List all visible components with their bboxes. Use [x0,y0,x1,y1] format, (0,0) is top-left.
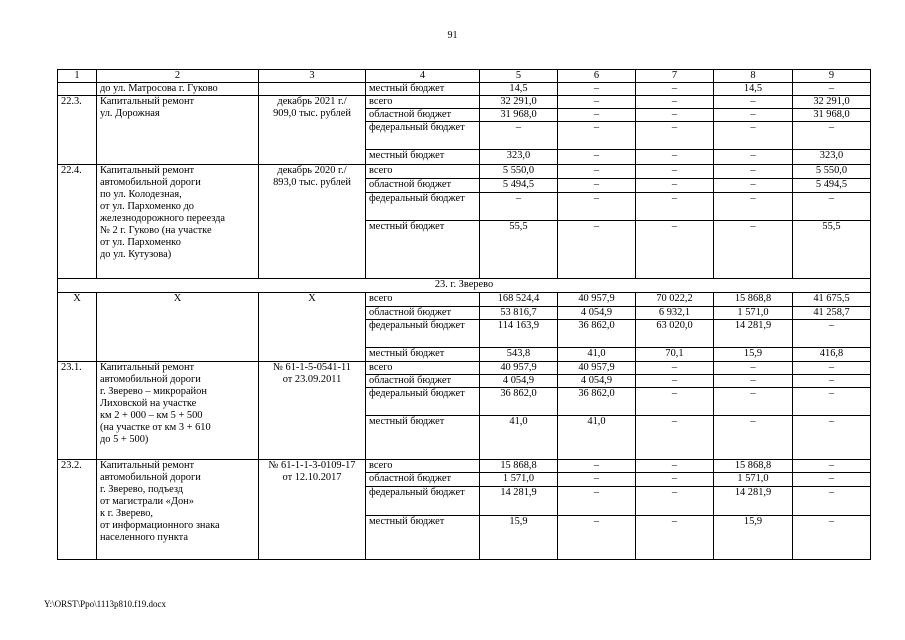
source-label: всего [366,293,480,307]
cell-line: от 23.09.2011 [282,374,342,385]
value-cell: – [636,516,714,560]
cell-line: 909,0 тыс. рублей [273,108,351,119]
value-cell: – [636,487,714,516]
value-cell: – [636,416,714,460]
cell-line: до 5 + 500) [100,434,149,445]
value-cell: 5 550,0 [480,165,558,179]
cell-line: Капитальный ремонт [100,460,195,471]
table-cell [259,83,366,96]
source-label: местный бюджет [366,516,480,560]
value-cell: 70 022,2 [636,293,714,307]
cell-line: от ул. Пархоменко до [100,201,194,212]
value-cell: – [793,516,871,560]
value-cell: 4 054,9 [480,375,558,388]
cell-line: № 61-1-5-0541-11 [273,362,351,373]
value-cell: – [558,96,636,109]
value-cell: – [636,165,714,179]
object-name [97,460,259,560]
value-cell: – [714,221,793,279]
cell-line: км 2 + 000 – км 5 + 500 [100,410,203,421]
cell-line: № 61-1-1-3-0109-17 [268,460,356,471]
value-cell: 4 054,9 [558,375,636,388]
value-cell: – [793,362,871,375]
value-cell: 15,9 [480,516,558,560]
header-row [58,70,871,83]
value-cell: 36 862,0 [558,320,636,348]
section-title: 23. г. Зверево [58,279,871,293]
cell-line: по ул. Колодезная, [100,189,182,200]
value-cell: 40 957,9 [480,362,558,375]
value-cell: 543,8 [480,348,558,362]
item-number: 22.4. [58,165,97,279]
cell-line: декабрь 2020 г./ [277,165,347,176]
cell-line: автомобильной дороги [100,374,201,385]
column-number: 3 [259,70,366,83]
source-label: федеральный бюджет [366,193,480,221]
value-cell: 4 054,9 [558,307,636,320]
value-cell: – [558,122,636,150]
value-cell: – [558,165,636,179]
value-cell: 168 524,4 [480,293,558,307]
value-cell: 14 281,9 [714,320,793,348]
value-cell: 41,0 [480,416,558,460]
value-cell: 32 291,0 [480,96,558,109]
budget-table [57,69,871,560]
value-cell: – [558,473,636,487]
cell-line: от 12.10.2017 [282,472,342,483]
cell-line: ул. Дорожная [100,108,160,119]
value-cell: 63 020,0 [636,320,714,348]
table-cell [58,83,97,96]
value-cell: – [793,460,871,473]
table-row [58,460,871,473]
value-cell: – [558,109,636,122]
value-cell: 41 675,5 [793,293,871,307]
value-cell: – [636,388,714,416]
cell-line: Лиховской на участке [100,398,197,409]
value-cell: – [558,221,636,279]
object-name [97,83,259,96]
value-cell: – [714,416,793,460]
value-cell: – [793,473,871,487]
value-cell: 14 281,9 [714,487,793,516]
value-cell: – [714,362,793,375]
value-cell: 40 957,9 [558,293,636,307]
value-cell: – [636,221,714,279]
column-number: 9 [793,70,871,83]
source-label: областной бюджет [366,473,480,487]
source-label: местный бюджет [366,221,480,279]
value-cell: 6 932,1 [636,307,714,320]
column-number: 8 [714,70,793,83]
item-number: 22.3. [58,96,97,165]
source-label: областной бюджет [366,307,480,320]
source-label: федеральный бюджет [366,122,480,150]
source-label: всего [366,96,480,109]
cell-line: железнодорожного переезда [100,213,226,224]
cell-line: до ул. Кутузова) [100,249,172,260]
document-info [259,96,366,165]
value-cell: – [714,388,793,416]
value-cell: – [793,320,871,348]
source-label: областной бюджет [366,179,480,193]
value-cell: – [714,375,793,388]
column-number: 7 [636,70,714,83]
value-cell: – [636,150,714,165]
item-number: Х [58,293,97,362]
value-cell: – [793,375,871,388]
value-cell: – [793,388,871,416]
value-cell: 31 968,0 [793,109,871,122]
source-label: местный бюджет [366,416,480,460]
value-cell: 70,1 [636,348,714,362]
cell-line: к г. Зверево, [100,508,154,519]
source-label: всего [366,460,480,473]
document-info [259,460,366,560]
value-cell: 55,5 [793,221,871,279]
value-cell: 31 968,0 [480,109,558,122]
cell-line: г. Зверево, подъезд [100,484,184,495]
object-name: Х [97,293,259,362]
value-cell: 41,0 [558,416,636,460]
value-cell: 14,5 [714,83,793,96]
value-cell: 114 163,9 [480,320,558,348]
cell-line: Капитальный ремонт [100,165,195,176]
object-name [97,362,259,460]
value-cell: – [714,96,793,109]
value-cell: 55,5 [480,221,558,279]
value-cell: – [636,109,714,122]
table-row [58,362,871,375]
value-cell: 36 862,0 [558,388,636,416]
source-label: федеральный бюджет [366,320,480,348]
value-cell: 1 571,0 [714,307,793,320]
value-cell: 15 868,8 [714,460,793,473]
footer-path: Y:\ORST\Ppo\1113p810.f19.docx [44,599,167,609]
document-info [259,362,366,460]
source-label: областной бюджет [366,375,480,388]
value-cell: – [793,193,871,221]
cell-line: от магистрали «Дон» [100,496,194,507]
value-cell: 32 291,0 [793,96,871,109]
source-label: всего [366,362,480,375]
value-cell: – [714,109,793,122]
table-row [58,293,871,307]
value-cell: – [636,179,714,193]
source-label: местный бюджет [366,348,480,362]
column-number: 1 [58,70,97,83]
value-cell: – [636,460,714,473]
source-label: всего [366,165,480,179]
value-cell: 15 868,8 [714,293,793,307]
value-cell: 416,8 [793,348,871,362]
page-number: 91 [447,30,458,41]
document-info: Х [259,293,366,362]
table-row [58,165,871,179]
value-cell: 15 868,8 [480,460,558,473]
cell-line: от информационного знака [100,520,220,531]
source-label: областной бюджет [366,109,480,122]
value-cell: – [793,487,871,516]
value-cell: 5 494,5 [793,179,871,193]
column-number: 2 [97,70,259,83]
object-name [97,96,259,165]
value-cell: 14 281,9 [480,487,558,516]
value-cell: 323,0 [480,150,558,165]
cell-line: автомобильной дороги [100,177,201,188]
value-cell: – [636,473,714,487]
value-cell: – [793,83,871,96]
value-cell: – [714,193,793,221]
value-cell: – [793,416,871,460]
value-cell: 5 550,0 [793,165,871,179]
value-cell: – [480,122,558,150]
value-cell: – [636,83,714,96]
value-cell: – [558,460,636,473]
value-cell: – [714,150,793,165]
value-cell: – [480,193,558,221]
value-cell: 14,5 [480,83,558,96]
column-number: 6 [558,70,636,83]
value-cell: – [558,179,636,193]
cell-line: населенного пункта [100,532,188,543]
cell-line: Капитальный ремонт [100,96,195,107]
value-cell: – [558,150,636,165]
cell-line: декабрь 2021 г./ [277,96,347,107]
cell-line: № 2 г. Гуково (на участке [100,225,212,236]
column-number: 5 [480,70,558,83]
table-row [58,83,871,96]
value-cell: 40 957,9 [558,362,636,375]
value-cell: 15,9 [714,516,793,560]
source-label: федеральный бюджет [366,388,480,416]
cell-line: автомобильной дороги [100,472,201,483]
value-cell: 323,0 [793,150,871,165]
value-cell: – [558,487,636,516]
value-cell: – [793,122,871,150]
value-cell: – [714,122,793,150]
cell-line: (на участке от км 3 + 610 [100,422,211,433]
cell-line: до ул. Матросова г. Гуково [100,83,218,94]
value-cell: 1 571,0 [480,473,558,487]
value-cell: 41 258,7 [793,307,871,320]
value-cell: – [558,193,636,221]
item-number: 23.2. [58,460,97,560]
value-cell: 1 571,0 [714,473,793,487]
value-cell: – [636,96,714,109]
value-cell: – [636,122,714,150]
value-cell: – [636,375,714,388]
object-name [97,165,259,279]
cell-line: 893,0 тыс. рублей [273,177,351,188]
value-cell: 5 494,5 [480,179,558,193]
section-row [58,279,871,293]
column-number: 4 [366,70,480,83]
value-cell: – [714,165,793,179]
value-cell: 36 862,0 [480,388,558,416]
value-cell: – [558,83,636,96]
value-cell: – [636,193,714,221]
document-info [259,165,366,279]
source-label: федеральный бюджет [366,487,480,516]
value-cell: 41,0 [558,348,636,362]
table-row [58,96,871,109]
cell-line: от ул. Пархоменко [100,237,181,248]
cell-line: Капитальный ремонт [100,362,195,373]
value-cell: 53 816,7 [480,307,558,320]
source-label: местный бюджет [366,150,480,165]
value-cell: – [558,516,636,560]
item-number: 23.1. [58,362,97,460]
cell-line: г. Зверево – микрорайон [100,386,207,397]
value-cell: – [714,179,793,193]
value-cell: – [636,362,714,375]
value-cell: 15,9 [714,348,793,362]
source-label: местный бюджет [366,83,480,96]
